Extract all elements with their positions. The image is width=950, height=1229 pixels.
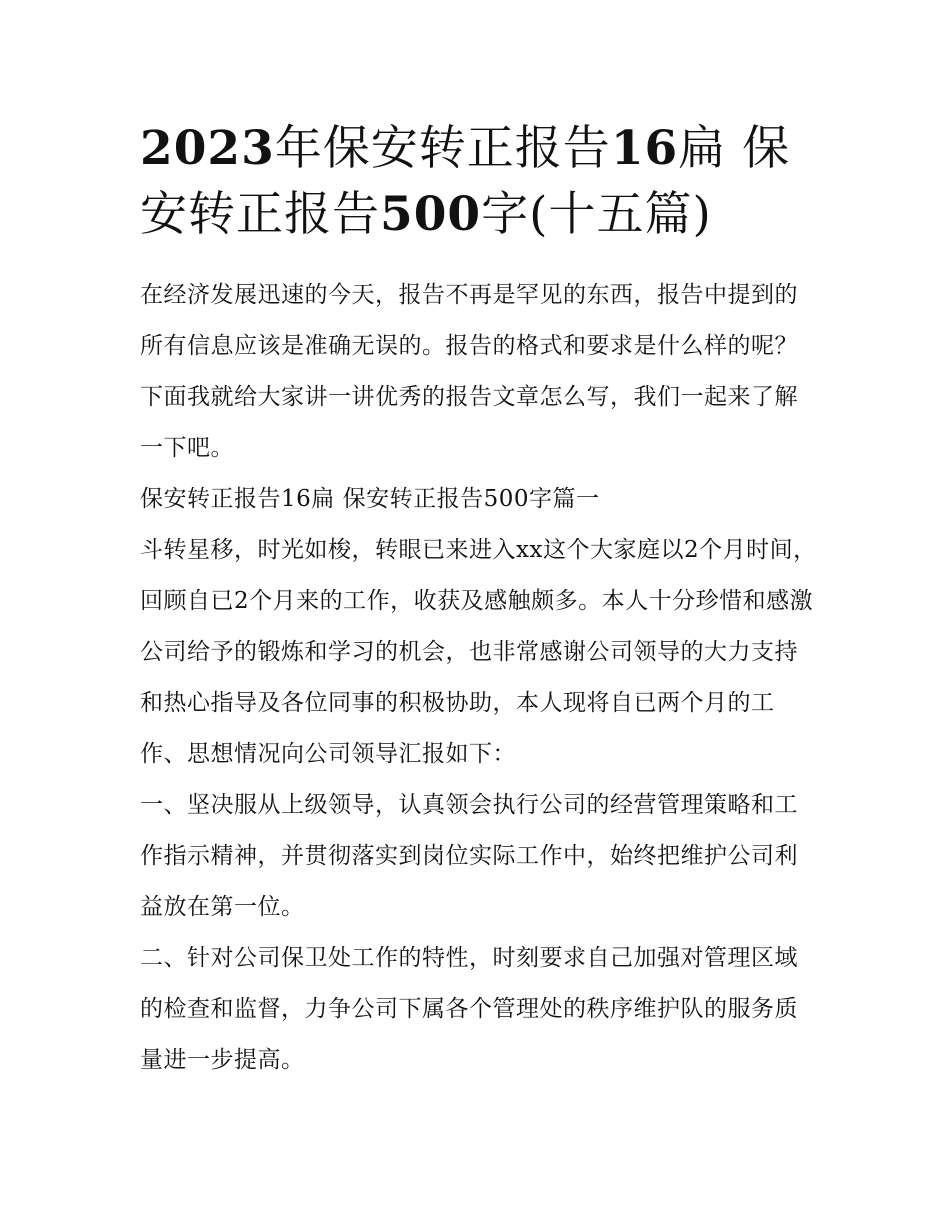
title-text-1: 年保安转正报告 (274, 121, 611, 176)
title-text-2: 扁 保 (678, 121, 791, 176)
intro-paragraph: 在经济发展迅速的今天，报告不再是罕见的东西，报告中提到的所有信息应该是准确无误的。报告的格式和要求是什么样的呢？下面我就给大家讲一讲优秀的报告文章怎么写，我们一起来了解一下吧。 (140, 282, 798, 461)
body-paragraph: 二、针对公司保卫处工作的特性，时刻要求自己加强对管理区域的检查和监督，力争公司下属各个管理处的秩序维护队的服务质量进一步提高。 (140, 945, 798, 1073)
title-text-3: 安转正报告 (140, 187, 380, 242)
title-year: 2023 (140, 121, 275, 176)
body-paragraph: 一、坚决服从上级领导，认真领会执行公司的经营管理策略和工作指示精神，并贯彻落实到岗位实际工作中，始终把维护公司利益放在第一位。 (140, 792, 798, 920)
title-number-16: 16 (610, 121, 679, 176)
document-page (140, 116, 820, 1086)
section-heading: 保安转正报告16扁 保安转正报告500字篇一 (140, 486, 600, 512)
title-number-500: 500 (380, 187, 482, 242)
body-paragraph: 斗转星移，时光如梭，转眼已来进入xx这个大家庭以2个月时间，回顾自已2个月来的工作，收获及感触颇多。本人十分珍惜和感激公司给予的锻炼和学习的机会，也非常感谢公司领导的大力支持和热心指导及各位同事的积极协助，本人现将自已两个月的工作、思想情况向公司领导汇报如下： (140, 537, 817, 767)
title-text-4: 字(十五篇) (481, 187, 712, 242)
document-title (140, 116, 820, 248)
